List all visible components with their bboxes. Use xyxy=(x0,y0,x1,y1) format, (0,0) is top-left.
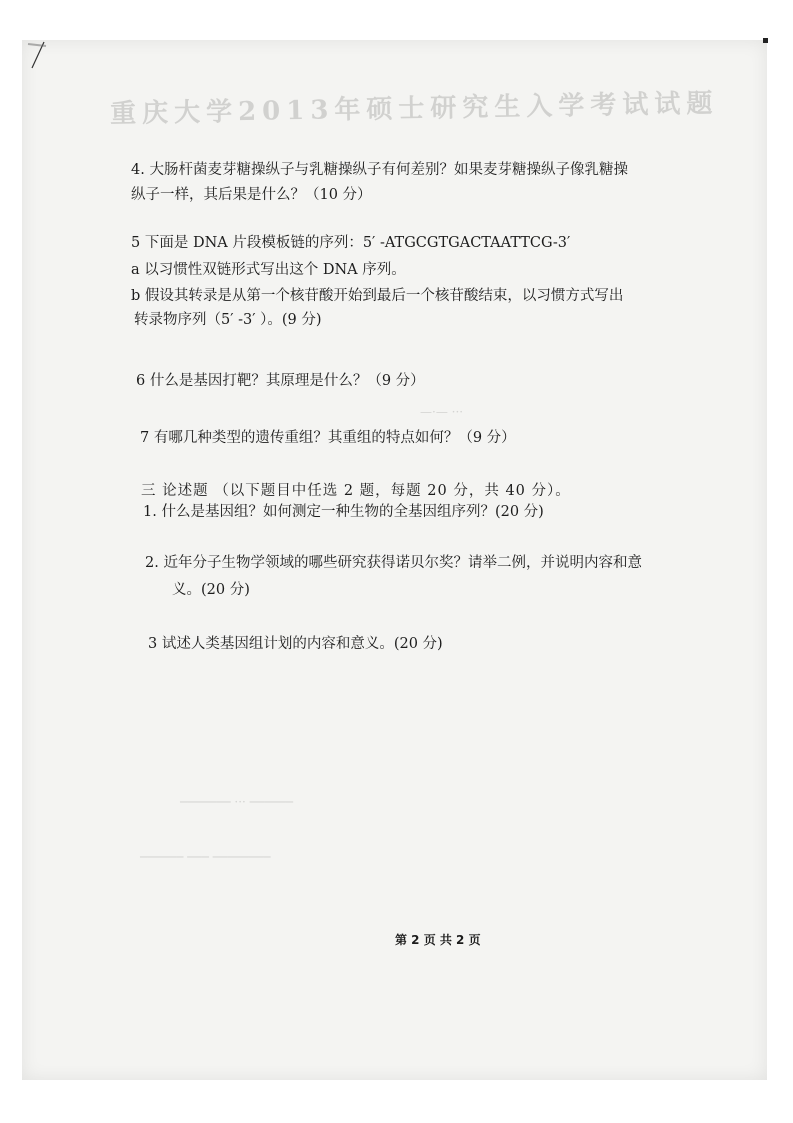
section-3-title: 三 论述题 （以下题目中任选 2 题，每题 20 分，共 40 分）。 xyxy=(141,483,571,499)
essay-question-3: 3 试述人类基因组计划的内容和意义。(20 分) xyxy=(148,636,443,652)
question-4-line-1: 4. 大肠杆菌麦芽糖操纵子与乳糖操纵子有何差别？如果麦芽糖操纵子像乳糖操 xyxy=(131,162,628,178)
question-4-line-2: 纵子一样，其后果是什么？（10 分） xyxy=(131,187,372,203)
question-5-stem: 5 下面是 DNA 片段模板链的序列：5′ -ATGCGTGACTAATTCG-3′ xyxy=(131,235,571,251)
question-5-part-b-line-1: b 假设其转录是从第一个核苷酸开始到最后一个核苷酸结束，以习惯方式写出 xyxy=(131,288,624,304)
page-number: 第 2 页 共 2 页 xyxy=(395,933,481,947)
question-5-part-a: a 以习惯性双链形式写出这个 DNA 序列。 xyxy=(131,262,406,278)
essay-question-2-line-2: 义。(20 分) xyxy=(172,582,250,598)
bleed-mark: —·— ··· xyxy=(420,405,464,419)
bleed-mark: ────── ─── ──────── xyxy=(140,850,271,864)
essay-question-2-line-1: 2. 近年分子生物学领域的哪些研究获得诺贝尔奖？请举二例，并说明内容和意 xyxy=(145,555,642,571)
bleed-through-header: 重庆大学2013年硕士研究生入学考试试题 xyxy=(109,88,719,130)
bleed-mark: ─────── ··· ────── xyxy=(180,795,293,809)
question-7: 7 有哪几种类型的遗传重组？其重组的特点如何？（9 分） xyxy=(140,430,516,446)
scan-dot xyxy=(763,38,768,43)
essay-question-1: 1. 什么是基因组？如何测定一种生物的全基因组序列？(20 分) xyxy=(143,504,544,520)
pen-mark xyxy=(26,40,48,70)
question-5-part-b-line-2: 转录物序列（5′ -3′ ）。(9 分) xyxy=(134,312,322,328)
question-6: 6 什么是基因打靶？其原理是什么？（9 分） xyxy=(136,373,425,389)
